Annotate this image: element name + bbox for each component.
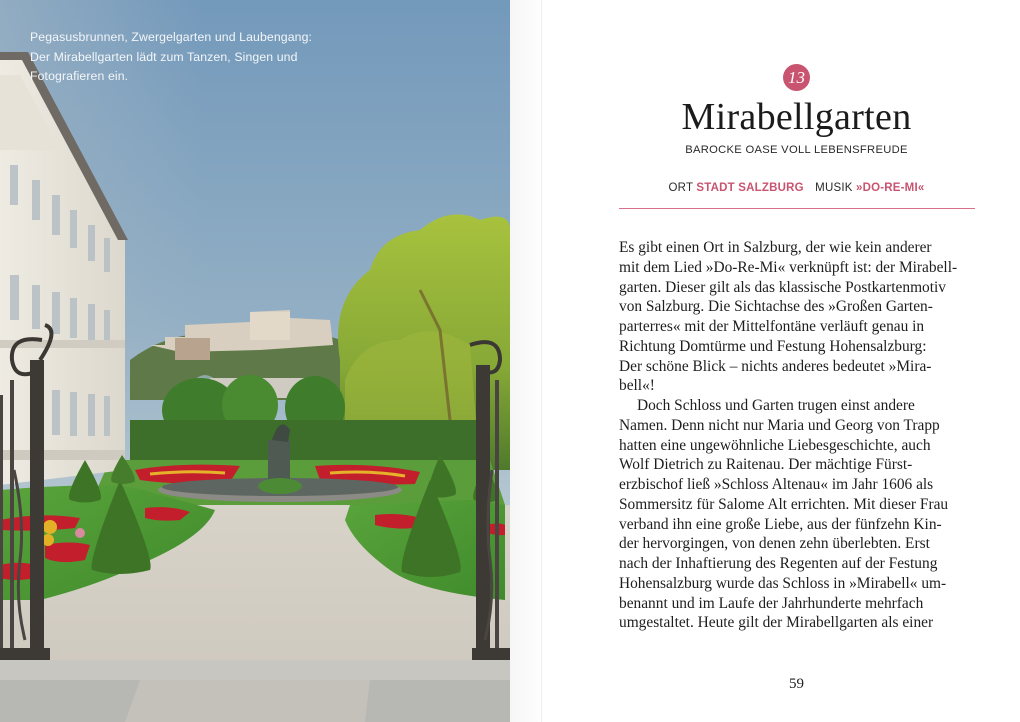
- body-line: mit dem Lied »Do-Re-Mi« verknüpft ist: der Mirabell-: [619, 258, 958, 276]
- musik-value: »DO-RE-MI«: [856, 182, 925, 194]
- body-line: benannt und im Laufe der Jahrhunderte mehrfach: [619, 594, 924, 612]
- chapter-subtitle: BAROCKE OASE VOLL LEBENSFREUDE: [685, 144, 908, 156]
- text-page: [545, 0, 1020, 722]
- body-line: von Salzburg. Die Sichtachse des »Großen Garten-: [619, 298, 933, 316]
- ort-label: ORT: [668, 182, 693, 194]
- caption-line: Fotografieren ein.: [30, 69, 129, 83]
- body-line-paragraph-start: Doch Schloss und Garten trugen einst andere: [637, 397, 915, 414]
- body-line: Richtung Domtürme und Festung Hohensalzburg:: [619, 337, 927, 355]
- body-line: umgestaltet. Heute gilt der Mirabellgarten als einer: [619, 614, 934, 632]
- caption-line: Pegasusbrunnen, Zwergelgarten und Laubengang:: [30, 30, 313, 44]
- chapter-meta: [545, 182, 1020, 194]
- body-text: [619, 238, 979, 633]
- body-line: Sommersitz für Salome Alt errichten. Mit dieser Frau: [619, 495, 949, 513]
- body-line: bell«!: [619, 377, 655, 395]
- chapter-number-badge: 13: [783, 64, 810, 91]
- body-line: parterres« mit der Mittelfontäne verläuft genau in: [619, 318, 925, 335]
- body-line: Es gibt einen Ort in Salzburg, der wie kein anderer: [619, 239, 932, 256]
- chapter-title: Mirabellgarten: [681, 96, 912, 138]
- page-number: 59: [789, 676, 804, 692]
- body-line: Der schöne Blick – nichts anderes bedeutet »Mira-: [619, 357, 932, 375]
- musik-label: MUSIK: [815, 182, 853, 194]
- body-line: verband ihn eine große Liebe, aus der fünfzehn Kin-: [619, 515, 942, 533]
- ort-value: STADT SALZBURG: [696, 182, 804, 194]
- photo-caption: [30, 28, 350, 87]
- caption-line: Der Mirabellgarten lädt zum Tanzen, Singen und: [30, 49, 298, 64]
- body-line: Hohensalzburg wurde das Schloss in »Mirabell« um-: [619, 574, 947, 592]
- body-line: Wolf Dietrich zu Raitenau. Der mächtige Fürst-: [619, 456, 913, 474]
- body-line: der hervorgingen, von denen zehn überlebten. Erst: [619, 535, 930, 553]
- body-line: hatten eine ungewöhnliche Liebesgeschichte, auch: [619, 436, 931, 454]
- body-line: Namen. Denn nicht nur Maria und Georg von Trapp: [619, 416, 940, 434]
- divider-rule: [619, 208, 975, 209]
- body-line: nach der Inhaftierung des Regenten auf der Festung: [619, 555, 938, 572]
- body-line: garten. Dieser gilt als das klassische Postkartenmotiv: [619, 278, 946, 296]
- gutter-line: [541, 0, 542, 722]
- book-gutter: [510, 0, 545, 722]
- body-line: erzbischof ließ »Schloss Altenau« im Jahr 1606 als: [619, 476, 934, 493]
